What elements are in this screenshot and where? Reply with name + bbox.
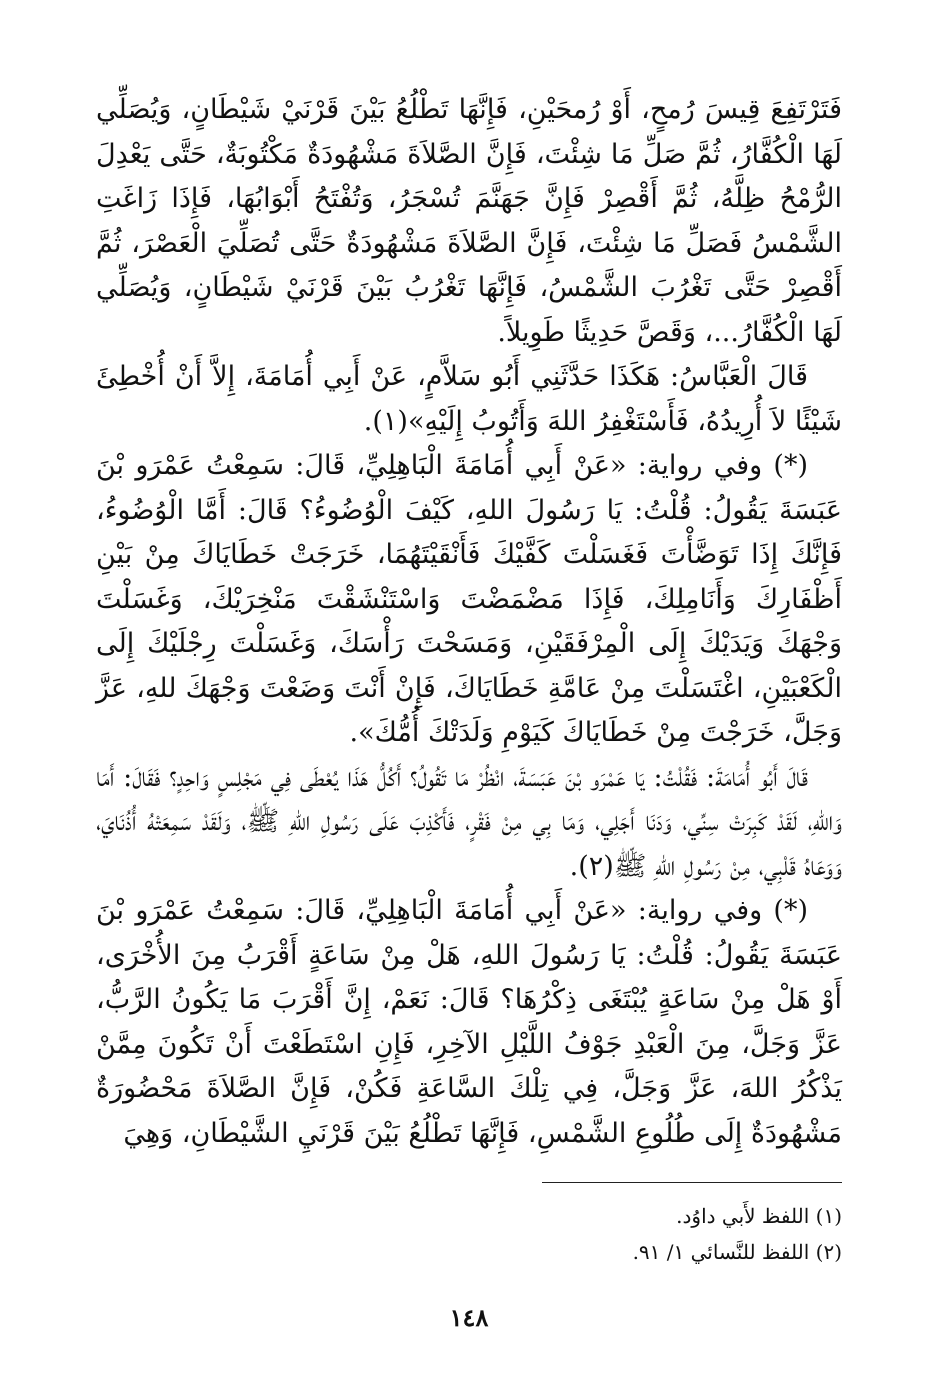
paragraph-2: قَالَ الْعَبَّاسُ: هَكَذَا حَدَّثَنِي أَبُو سَلاَّمٍ، عَنْ أَبِي أُمَامَةَ، إِلاَّ أَنْ أُخْطِئَ شَيْئًا لاَ أُرِيدُهُ، فَأَسْتَغْفِرُ اللهَ وَأَتُوبُ إِلَيْهِ»(١). (96, 361, 842, 437)
footnotes (96, 1198, 842, 1270)
paragraph-1: فَتَرْتَفِعَ قِيسَ رُمحٍ، أَوْ رُمحَيْنِ، فَإِنَّهَا تَطْلُعُ بَيْنَ قَرْنَيْ شَيْطَانٍ، وَيُصَلِّي لَهَا الْكُفَّارُ، ثُمَّ صَلِّ مَا شِئْتَ، فَإِنَّ الصَّلاَةَ مَشْهُودَةٌ مَكْتُوبَةٌ، حَتَّى يَعْدِلَ الرُّمْحُ ظِلَّهُ، ثُمَّ أَقْصِرْ فَإِنَّ جَهَنَّمَ تُسْجَرُ، وَتُفْتَحُ أَبْوَابُهَا، فَإِذَا زَاغَتِ الشَّمْسُ فَصَلِّ مَا شِئْتَ، فَإِنَّ الصَّلاَةَ مَشْهُودَةٌ حَتَّى تُصَلِّيَ الْعَصْرَ، ثُمَّ أَقْصِرْ حَتَّى تَغْرُبَ الشَّمْسُ، فَإِنَّهَا تَغْرُبُ بَيْنَ قَرْنَيْ شَيْطَانٍ، وَيُصَلِّي لَهَا الْكُفَّارُ...، وَقَصَّ حَدِيثًا طَوِيلاً. (96, 94, 842, 348)
footnote-1: (١) اللفظ لأَبي داوُد. (676, 1204, 842, 1228)
page-number: ١٤٨ (449, 1303, 489, 1332)
paragraph-3: (*) وفي رواية: «عَنْ أَبِي أُمَامَةَ الْبَاهِلِيِّ، قَالَ: سَمِعْتُ عَمْرَو بْنَ عَبَسَةَ يَقُولُ: قُلْتُ: يَا رَسُولَ اللهِ، كَيْفَ الْوُضُوءُ؟ قَالَ: أَمَّا الْوُضُوءُ، فَإِنَّكَ إِذَا تَوَضَّأْتَ فَغَسَلْتَ كَفَّيْكَ فَأَنْقَيْتَهُمَا، خَرَجَتْ خَطَايَاكَ مِنْ بَيْنِ أَظْفَارِكَ وَأَنَامِلِكَ، فَإِذَا مَضْمَضْتَ وَاسْتَنْشَقْتَ مَنْخِرَيْكَ، وَغَسَلْتَ وَجْهَكَ وَيَدَيْكَ إِلَى الْمِرْفَقَيْنِ، وَمَسَحْتَ رَأْسَكَ، وَغَسَلْتَ رِجْلَيْكَ إِلَى الْكَعْبَيْنِ، اغْتَسَلْتَ مِنْ عَامَّةِ خَطَايَاكَ، فَإِنْ أَنْتَ وَضَعْتَ وَجْهَكَ للهِ، عَزَّ وَجَلَّ، خَرَجْتَ مِنْ خَطَايَاكَ كَيَوْمِ وَلَدَتْكَ أُمُّكَ». (96, 450, 842, 748)
footnote-2: (٢) اللفظ للنَّسائي ١/ ٩١. (632, 1240, 842, 1264)
paragraph-4: قَالَ أَبُو أُمَامَةَ: فَقُلْتُ: يَا عَمْرَو بْنَ عَبَسَةَ، انْظُرْ مَا تَقُولُ؟ أَكُلُّ هَذَا يُعْطَى فِي مَجْلِسٍ وَاحِدٍ؟ فَقَالَ: أَمَا وَاللهِ، لَقَدْ كَبِرَتْ سِنِّي، وَدَنَا أَجَلِي، وَمَا بِي مِنْ فَقْرٍ، فَأَكْذِبَ عَلَى رَسُولِ اللهِ ﷺ، وَلَقَدْ سَمِعَتْهُ أُذُنَايَ، وَوَعَاهُ قَلْبِي، مِنْ رَسُولِ اللهِ ﷺ(٢). (96, 761, 842, 882)
footnote-separator (542, 1182, 842, 1183)
book-page (96, 88, 842, 1348)
main-text (96, 88, 842, 1156)
paragraph-5: (*) وفي رواية: «عَنْ أَبِي أُمَامَةَ الْبَاهِلِيِّ، قَالَ: سَمِعْتُ عَمْرَو بْنَ عَبَسَةَ يَقُولُ: قُلْتُ: يَا رَسُولَ اللهِ، هَلْ مِنْ سَاعَةٍ أَقْرَبُ مِنَ الأُخْرَى، أَوْ هَلْ مِنْ سَاعَةٍ يُبْتَغَى ذِكْرُهَا؟ قَالَ: نَعَمْ، إِنَّ أَقْرَبَ مَا يَكُونُ الرَّبُّ، عَزَّ وَجَلَّ، مِنَ الْعَبْدِ جَوْفُ اللَّيْلِ الآخِرِ، فَإِنِ اسْتَطَعْتَ أَنْ تَكُونَ مِمَّنْ يَذْكُرُ اللهَ، عَزَّ وَجَلَّ، فِي تِلْكَ السَّاعَةِ فَكُنْ، فَإِنَّ الصَّلاَةَ مَحْضُورَةٌ مَشْهُودَةٌ إِلَى طُلُوعِ الشَّمْسِ، فَإِنَّهَا تَطْلُعُ بَيْنَ قَرْنَيِ الشَّيْطَانِ، وَهِيَ (96, 895, 842, 1149)
